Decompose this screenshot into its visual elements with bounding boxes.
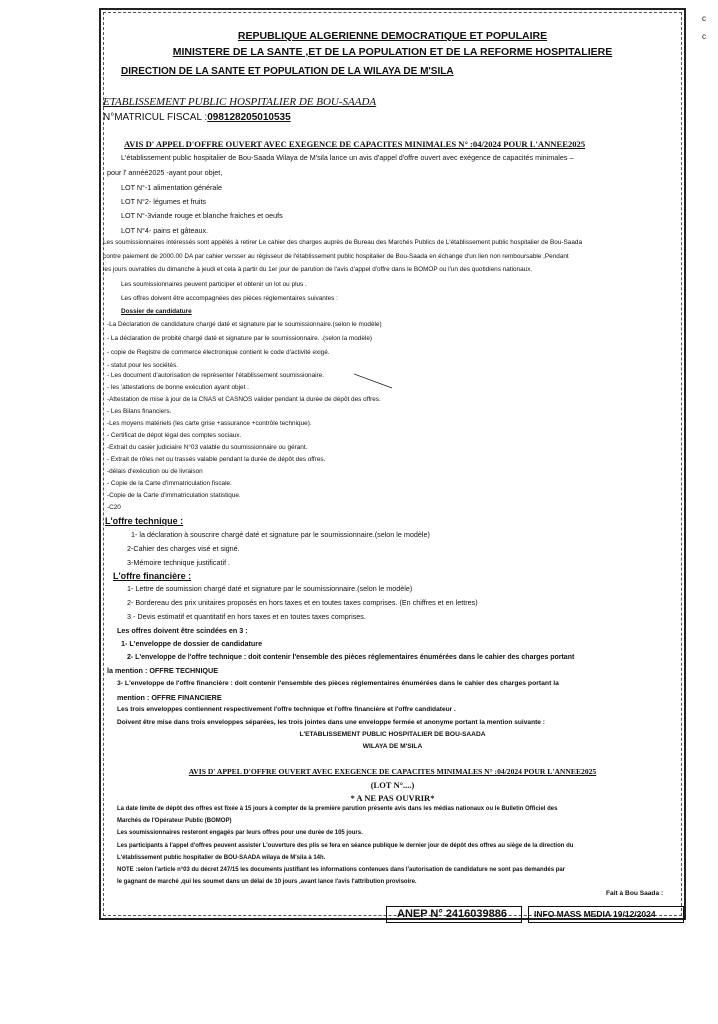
offre-technique-item-3: 3-Mémoire technique justificatif . (127, 558, 231, 567)
fait-a-bou-saada: Fait à Bou Saada : (606, 890, 664, 897)
offre-financiere-item-1: 1- Lettre de soumission chargé daté et signature par le soumissionnaire.(selon le modèle) (127, 584, 413, 593)
lot-item-2: LOT N°2- légumes et fruits (121, 197, 207, 206)
dossier-item-2: - La déclaration de probité chargé daté et signature par le soumissionnaire. .(selon la modèle) (107, 335, 373, 342)
handwritten-stroke (354, 370, 394, 390)
dossier-item-1: -La Déclaration de candidature chargé daté et signature par le soumissionnaire.(selon le modèle) (107, 321, 382, 328)
dossier-item-4: - statut pour les sociétés. (107, 362, 179, 369)
avis-2-line-7: le gagnant de marché ,qui les soumet dans un délai de 10 jours ,avant lance l'avis l'attribution provisoire. (117, 879, 417, 885)
dossier-item-6: - les 'attestations de bonne exécution ayant objet . (107, 384, 249, 391)
offre-technique-title: L'offre technique : (105, 516, 184, 526)
dossier-item-5: - Les document d'autorisation de représenter l'établissement soumissionaire. (107, 372, 324, 379)
avis-title: AVIS D' APPEL D'OFFRE OUVERT AVEC EXEGENCE DE CAPACITES MINIMALES N° :04/2024 POUR L'ANNEE2025 (124, 139, 586, 149)
establishment-name: ETABLISSEMENT PUBLIC HOSPITALIER DE BOU-SAADA (103, 96, 377, 108)
dossier-item-13: -délais d'exécution ou de livraison (107, 468, 203, 475)
dossier-item-11: -Extrait du casier judiciaire N°03 valable du soumissionnaire ou gérant. (107, 444, 308, 451)
enveloppe-2-line-1: 2- L'enveloppe de l'offre technique : doit contenir l'ensemble des pièces réglementaires énumérées dans le cahier des charges portant (127, 654, 575, 661)
avis-para-3: les jours ouvrables du dimanche à jeudi et cela à partir du 1er jour de parution de l'avis d'appel d'offre dans le BOMOP ou l'un des quotidiens nationaux. (103, 266, 533, 273)
enveloppe-3-line-1: 3- L'enveloppe de l'offre financière : doit contenir l'ensemble des pièces réglementaires énumérées dans le cahier des charges portant la (117, 680, 559, 687)
enveloppes-para-1: Les trois enveloppes contiennent respectivement l'offre technique et l'offre financière et l'offre candidateur . (117, 706, 456, 713)
avis-2-line-2: Marchés de l'Opérateur Public (BOMOP) (117, 818, 232, 824)
offre-technique-item-2: 2-Cahier des charges visé et signé. (127, 544, 240, 553)
offre-financiere-title: L'offre financière : (113, 571, 192, 581)
avis-para-2: contre paiement de 2000.00 DA par cahier versser au régisseur de l'établissement public hospitalier de Bou-Saada en échange d'un lien non remboursable ,Pendant (103, 253, 569, 260)
offre-technique-item-1: 1- la déclaration à souscrire chargé daté et signature par le soumissionnaire.(selon le modèle) (131, 530, 430, 539)
fiscal-label: N°MATRICUL FISCAL : (103, 112, 208, 123)
lot-item-1: LOT N°-1 alimentation générale (121, 183, 223, 192)
dossier-item-8: - Les Bilans financiers. (107, 408, 172, 415)
footer-references (386, 906, 686, 923)
header-republic: REPUBLIQUE ALGERIENNE DEMOCRATIQUE ET POPULAIRE (237, 30, 548, 42)
dossier-item-15: -Copie de la Carte d'immatriculation statistique. (107, 492, 241, 499)
avis-intro-1: L'établissement public hospitalier de Bou-Saada Wilaya de M'sila lance un avis d'appel d'offre ouvert avec exégence de capacités minimales – (121, 153, 574, 162)
avis-2-line-6: NOTE :selon l'article n°03 du décret 247/15 les documents justifiant les informations contenues dans l'autorisation de candidature ne sont pas demandés par (117, 867, 566, 873)
avis-2-line-4: Les participants à l'appel d'offres peuvent assister L'ouverture des plis se fera en séance publique le dernier jour de dépôt des offres au siège de la direction du (117, 843, 574, 849)
dossier-item-14: - Copie de la Carte d'immatriculation fiscale. (107, 480, 232, 487)
enveloppes-intro: Les offres doivent être scindées en 3 : (117, 626, 248, 635)
margin-mark: c (702, 32, 706, 41)
avis-para-4: Les soumissionnaires peuvent participer et obtenir un lot ou plus . (121, 281, 307, 288)
avis-2-title: AVIS D' APPEL D'OFFRE OUVERT AVEC EXEGENCE DE CAPACITES MINIMALES N° :04/2024 POUR L'ANNEE2025 (188, 767, 597, 776)
avis-intro-2: pour l' annéé2025 -ayant pour objet, (107, 168, 223, 177)
info-mass-media-reference: INFO MASS MEDIA 19/12/2024 (528, 906, 684, 923)
avis-para-1: Les soumissionnaires intéressés sont appélés à retirer Le cahier des charges auprès de Bureau des Marchés Publics de L'établissement public hospitalier de Bou-Saada (103, 239, 583, 246)
enveloppe-1: 1- L'enveloppe de dossier de candidature (121, 639, 263, 648)
margin-mark: c (702, 14, 706, 23)
avis-2-line-1: La date limite de dépôt des offres est fixée à 15 jours à compter de la première parution présente avis dans les médias nationaux ou le Bulletin Officiel des (117, 806, 558, 812)
dossier-item-10: - Certificat de dépot légal des comptes sociaux. (107, 432, 242, 439)
header-direction: DIRECTION DE LA SANTE ET POPULATION DE LA WILAYA DE M'SILA (121, 66, 454, 77)
lot-item-4: LOT N°4- pains et gâteaux. (121, 226, 209, 235)
dossier-item-16: -C20 (107, 504, 121, 511)
enveloppes-para-2: Doivent être mise dans trois enveloppes séparées, les trois jointes dans une enveloppe fermée et anonyme portant la mention suivante : (117, 719, 545, 726)
avis-2-lot: (LOT N°....) (370, 780, 415, 790)
avis-2-line-5: L'établissement public hospitalier de BOU-SAADA wilaya de M'sila à 14h. (117, 855, 326, 861)
enveloppe-2-line-2: la mention : OFFRE TECHNIQUE (107, 666, 219, 675)
margin-marks (702, 10, 706, 46)
dossier-item-3: - copie de Registre de commerce électronique contient le code d'activité exigé. (107, 349, 330, 356)
fiscal-number: 098128205010535 (207, 112, 291, 123)
dossier-item-12: - Extrait de rôles net ou trassés valable pendant la durée de dépôt des offres. (107, 456, 326, 463)
offre-financiere-item-2: 2- Bordereau des prix unitaires proposés en hors taxes et en toutes taxes comprises. (En chiffres et en lettres) (127, 598, 478, 607)
anep-reference: ANEP N° 2416039886 (386, 906, 522, 923)
dossier-item-7: -Attestation de mise à jour de la CNAS et CASNOS valider pendant la durée de dépôt des offres. (107, 396, 381, 403)
address-line-1: L'ETABLISSEMENT PUBLIC HOSPITALIER DE BOU-SAADA (299, 731, 486, 738)
address-line-2: WILAYA DE M'SILA (362, 743, 423, 750)
avis-2-ne-pas-ouvrir: * A NE PAS OUVRIR* (350, 793, 435, 803)
fiscal-number-line (103, 113, 291, 123)
dossier-item-9: -Les moyens matériels (les carte grise +assurance +contrôle technique). (107, 420, 312, 427)
dossier-title: Dossier de candidature (121, 308, 192, 315)
avis-para-5: Les offres doivent être accompagnées des pièces réglementaires suivantes : (121, 295, 338, 302)
enveloppe-3-line-2: mention : OFFRE FINANCIERE (117, 693, 222, 702)
avis-2-line-3: Les soumissionnaires resteront engagés par leurs offres pour une durée de 105 jours. (117, 830, 363, 836)
lot-item-3: LOT N°-3viande rouge et blanche fraiches et oeufs (121, 211, 283, 220)
header-ministry: MINISTERE DE LA SANTE ,ET DE LA POPULATION ET DE LA REFORME HOSPITALIERE (172, 46, 613, 58)
offre-financiere-item-3: 3 - Devis estimatif et quantitatif en hors taxes et en toutes taxes comprises. (127, 612, 366, 621)
